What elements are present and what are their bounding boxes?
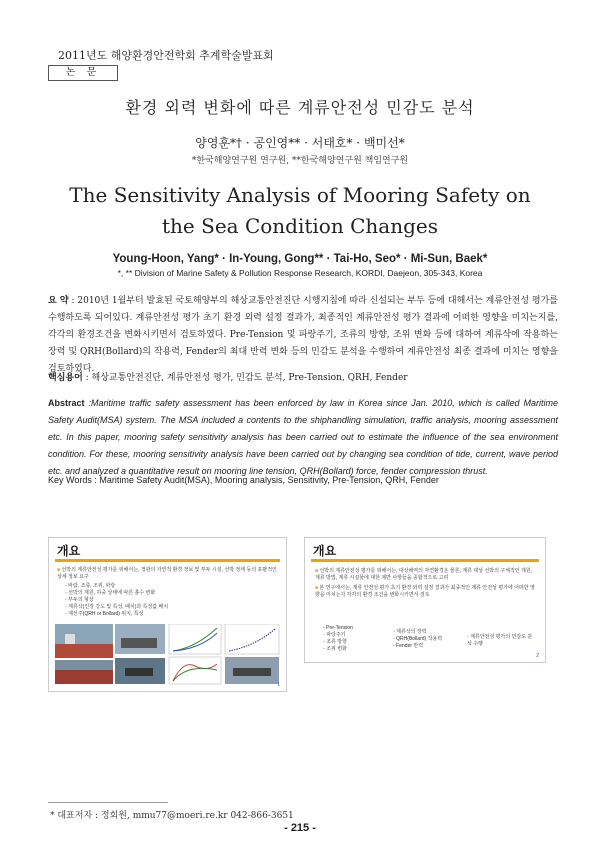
bullet-icon: ◦ xyxy=(323,632,327,638)
korean-authors: 양영훈*† · 공인영** · 서태호* · 백미선* xyxy=(195,136,405,150)
slide-1-title-bar xyxy=(55,559,280,562)
slide-2-title: 개요 xyxy=(313,544,337,558)
list-item xyxy=(315,568,537,582)
english-abstract xyxy=(48,395,558,480)
bullet-icon: ◦ xyxy=(393,643,397,649)
list-item-text: QRH(Bollard) 작용력 xyxy=(396,636,443,642)
list-item xyxy=(467,634,533,648)
load-curve-chart xyxy=(225,624,279,654)
list-item-text: 계류삭(인장 강도 및 특성, 배치)과 특성값 배치 xyxy=(68,604,169,610)
english-abstract-text: :Maritime traffic safety assessment has been enforced by law in Korea since Jan. 2010, which is called Maritime Safety Audit(MSA) system. The MSA included a contents to the shiphandling simulation, traffic analysis, mooring assessment etc. In this paper, mooring safety sensitivity analysis has been carried out to estimate the influence of the sea environment condition. For these, mooring sensitivity analysis have been carried out by changing sea condition of tide, current, wave period etc. and analyzed a quantitative result on mooring line tension, QRH(Bollard) force, fender compression thrust. xyxy=(48,398,558,476)
list-item-text: 바람, 조류, 조위, 파랑 xyxy=(68,583,116,589)
list-item xyxy=(393,629,457,636)
list-item-text: 계선주(QRH or Bollard) 위치, 특성 xyxy=(68,611,144,617)
korean-affiliation: *한국해양연구원 연구원, **한국해양연구원 책임연구원 xyxy=(191,156,409,166)
list-item xyxy=(393,643,457,650)
paper-type-tag: 논 문 xyxy=(48,65,118,81)
bullet-icon: ◦ xyxy=(323,625,327,631)
list-item xyxy=(315,585,537,599)
tug-photo xyxy=(115,658,165,684)
list-item xyxy=(323,632,383,639)
slide-2 xyxy=(304,537,546,663)
list-item xyxy=(323,625,383,632)
tension-curve-chart xyxy=(169,624,221,654)
slide-1-figures xyxy=(55,624,280,686)
list-item-text: 파랑주기 xyxy=(326,632,346,638)
slide-2-page-number: 2 xyxy=(536,653,539,659)
bullet-icon: ◦ xyxy=(323,639,327,645)
korean-keywords xyxy=(48,370,558,387)
slide-2-title-bar xyxy=(311,559,539,562)
bullet-icon: ◦ xyxy=(65,583,69,589)
list-item xyxy=(65,583,265,590)
list-item xyxy=(65,597,265,604)
bullet-icon: ◦ xyxy=(65,604,69,610)
bullet-icon: ◦ xyxy=(393,629,397,635)
list-item-text: 조류 방향 xyxy=(326,639,347,645)
list-item-text: 부두의 형상 xyxy=(68,597,94,603)
english-keywords-text: : Maritime Safety Audit(MSA), Mooring analysis, Sensitivity, Pre-Tension, QRH, Fender xyxy=(94,475,439,485)
list-item-text: Fender 반력 xyxy=(396,643,424,649)
slide-2-bullets xyxy=(315,568,537,599)
bullet-icon: ■ xyxy=(57,567,62,573)
list-item-text: 선박의 제원, 하중 상태에 따른 흘수 변화 xyxy=(68,590,156,596)
list-item-text: Pre-Tension xyxy=(326,625,353,631)
ship-photo xyxy=(55,624,113,658)
english-abstract-label: Abstract xyxy=(48,398,85,408)
list-item xyxy=(323,639,383,646)
korean-keywords-label: 핵심용어 xyxy=(48,373,83,383)
footnote: * 대표저자 : 정회원, mmu77@moeri.re.kr 042-866-3651 xyxy=(50,811,294,821)
tanker-photo xyxy=(55,660,113,684)
list-item-text: 계류삭의 장력 xyxy=(396,629,427,635)
page-number: - 215 - xyxy=(284,822,316,834)
bullet-icon: ◦ xyxy=(323,646,327,652)
bullet-icon: ◦ xyxy=(65,611,69,617)
slide-1-item-list xyxy=(65,583,265,618)
english-title: The Sensitivity Analysis of Mooring Safety on the Sea Condition Changes xyxy=(69,183,531,238)
quay-photo xyxy=(225,657,279,684)
slide-1-page-number: 1 xyxy=(277,682,280,688)
english-affiliation: *, ** Division of Marine Safety & Pollution Response Research, KORDI, Daejeon, 305-343, Korea xyxy=(117,268,483,278)
korean-abstract-label: 요 약 xyxy=(48,296,69,306)
bullet-icon: ◦ xyxy=(65,590,69,596)
korean-abstract-text: : 2010년 1월부터 발효된 국토해양부의 해상교통안전진단 시행지침에 따라 신설되는 부두 등에 대해서는 계류안전성 평가를 수행하도록 되어있다. 계류안전성 평가 초기 환경 외력 설정 결과가, 최종적인 계류안전성 평가 결과에 어떠한 영향을 미치는지를, 각각의 환경조건을 변화시키면서 검토하였다. Pre-Tension 및 파랑주기, 조류의 방향, 조위 변화 등에 대하여 계류삭에 작용하는 장력 및 QRH(Bollard)의 작용력, Fender의 최대 반력 변화 등의 민감도 분석을 수행하여 계류안전성 최종 결과에 미치는 영향을 검토하였다. xyxy=(48,296,558,374)
list-item-text: 계류안전성 평가의 민감도 분석 수행 xyxy=(467,634,533,647)
korean-title: 환경 외력 변화에 따른 계류안전성 민감도 분석 xyxy=(125,98,475,117)
list-item xyxy=(323,646,383,653)
list-item-text: 선박의 계류안전성 평가를 위해서는, 대상해역의 자연환경은 물론, 계류 대상 선박의 구체적인 제원, 계류 방법, 계류 시설물에 대한 제반 사항들을 종합적으로 고려 xyxy=(315,568,533,581)
slide-1-title: 개요 xyxy=(57,544,81,558)
list-item xyxy=(65,590,265,597)
slide-2-column-3 xyxy=(467,634,533,648)
list-item-text: 조위 변화 xyxy=(326,646,347,652)
slide-2-column-2 xyxy=(393,629,457,650)
slide-1-lead-text: 선박의 계류안전성 평가를 위해서는, 정관의 자연적 환경 정보 및 부두 시설, 선박 정태 등의 포괄적인 상세 정보 요구 xyxy=(57,567,277,580)
port-photo xyxy=(115,624,165,654)
english-keywords xyxy=(48,472,558,489)
english-authors: Young-Hoon, Yang* · In-Young, Gong** · Tai-Ho, Seo* · Mi-Sun, Baek* xyxy=(112,253,488,265)
bullet-icon: ◦ xyxy=(65,597,69,603)
korean-abstract xyxy=(48,293,558,378)
slide-1 xyxy=(48,537,287,692)
list-item xyxy=(65,604,265,611)
bullet-icon: ◦ xyxy=(467,634,471,640)
slide-1-lead xyxy=(57,567,277,581)
bullet-icon: ◦ xyxy=(393,636,397,642)
list-item xyxy=(393,636,457,643)
english-keywords-label: Key Words xyxy=(48,475,92,485)
bullet-icon: ■ xyxy=(315,585,320,591)
conference-header: 2011년도 해양환경안전학회 추계학술발표회 xyxy=(58,49,274,62)
korean-keywords-text: : 해상교통안전진단, 계류안전성 평가, 민감도 분석, Pre-Tension, QRH, Fender xyxy=(85,373,408,383)
slide-2-column-1 xyxy=(323,625,383,653)
list-item xyxy=(65,611,265,618)
fender-curve-chart xyxy=(169,657,221,684)
footnote-divider xyxy=(48,802,168,803)
bullet-icon: ■ xyxy=(315,568,320,574)
list-item-text: 본 연구에서는, 계류 안전성 평가 초기 환경 외력 설정 결과가 최종적인 계류 안전성 평가에 어떠한 영향을 미치는지 각각의 환경 조건을 변화시키면서 검토 xyxy=(315,585,535,598)
